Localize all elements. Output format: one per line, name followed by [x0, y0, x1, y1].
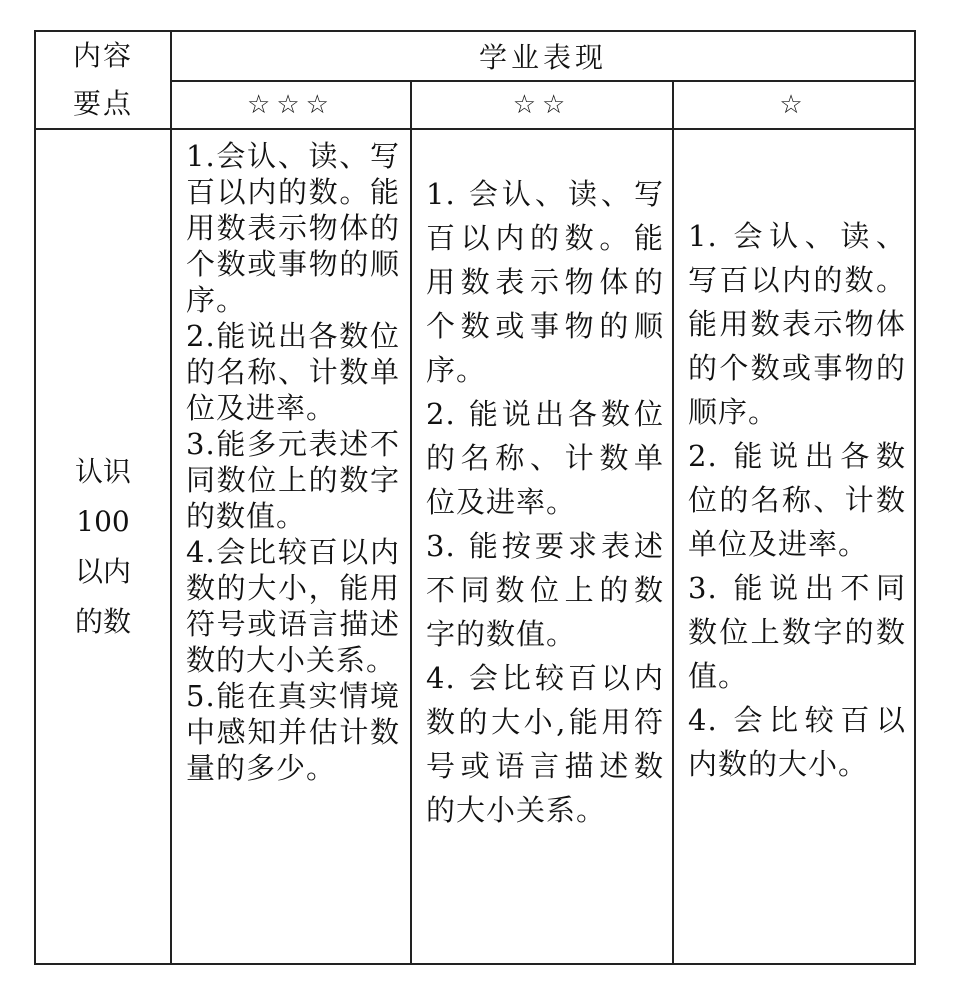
three-star-cell: [171, 129, 411, 964]
list-item: 1.会认、读、写百以内的数。能用数表示物体的个数或事物的顺序。: [186, 139, 400, 317]
three-star-header: ☆☆☆: [171, 81, 411, 129]
table-row: [35, 129, 915, 964]
content-key-header: [35, 31, 171, 129]
header-row-top: [35, 31, 915, 81]
assessment-table: [34, 30, 916, 965]
one-star-cell: [673, 129, 915, 964]
list-item: 4.会比较百以内数的大小，能用符号或语言描述数的大小关系。: [186, 535, 400, 677]
content-key-cell: [35, 129, 171, 964]
two-star-cell: [411, 129, 673, 964]
content-key-header-line1: 内容: [72, 39, 133, 72]
list-item: 5.能在真实情境中感知并估计数量的多少。: [186, 679, 400, 785]
list-item: 3.能多元表述不同数位上的数字的数值。: [186, 427, 400, 533]
assessment-table-frame: [34, 30, 914, 965]
content-key-line: 认识: [74, 454, 131, 488]
content-key-header-line2: 要点: [72, 87, 133, 120]
performance-header: 学业表现: [171, 31, 915, 81]
list-item: 1. 会认、读、写百以内的数。能用数表示物体的个数或事物的顺序。: [688, 219, 907, 429]
list-item: 4. 会比较百以内数的大小,能用符号或语言描述数的大小关系。: [426, 661, 664, 827]
one-star-header: ☆: [673, 81, 915, 129]
list-item: 2. 能说出各数位的名称、计数单位及进率。: [426, 397, 664, 519]
two-star-header: ☆☆: [411, 81, 673, 129]
list-item: 3. 能按要求表述不同数位上的数字的数值。: [426, 529, 664, 651]
list-item: 2.能说出各数位的名称、计数单位及进率。: [186, 319, 400, 425]
content-key-line: 的数: [74, 604, 131, 638]
list-item: 4. 会比较百以内数的大小。: [688, 703, 907, 781]
content-key-line: 100: [76, 504, 130, 538]
list-item: 3. 能说出不同数位上数字的数值。: [688, 571, 907, 693]
content-key-line: 以内: [74, 554, 131, 588]
list-item: 1. 会认、读、写百以内的数。能用数表示物体的个数或事物的顺序。: [426, 177, 664, 387]
list-item: 2. 能说出各数位的名称、计数单位及进率。: [688, 439, 907, 561]
